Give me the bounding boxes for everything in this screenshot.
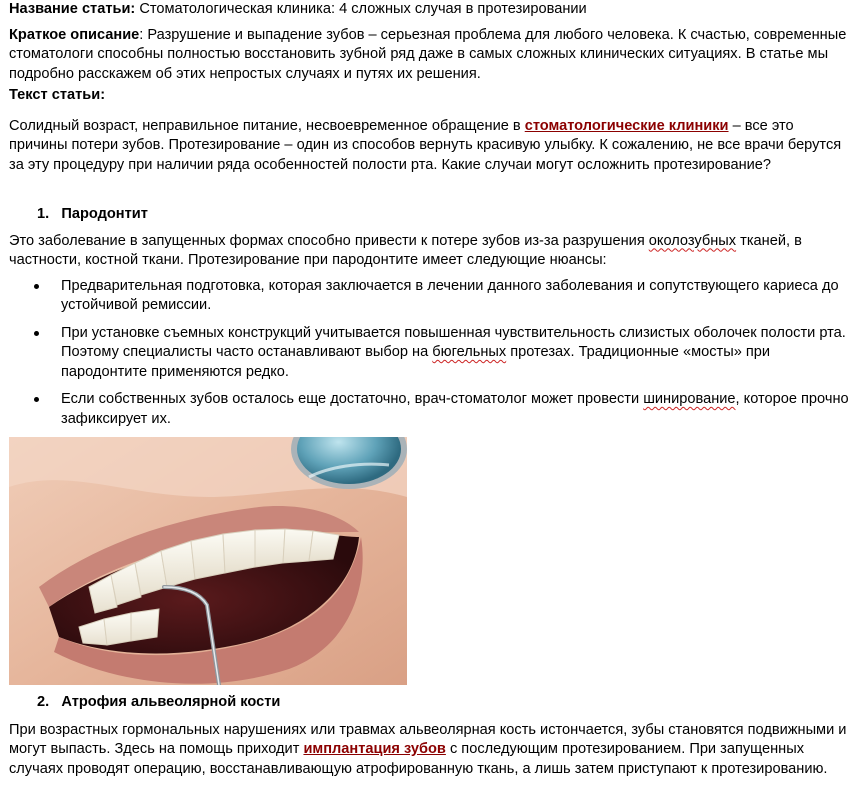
- bullet3-b: , которое прочно зафиксирует их.: [61, 391, 849, 427]
- section2-text-a: При возрастных гормональных нарушениях или травмах альвеолярная кость истончается, зубы становятся подвижными и могут выпасть. Здесь на помощь приходит: [9, 721, 847, 757]
- list-item: [9, 390, 852, 429]
- list-item: [9, 277, 852, 316]
- section1-intro: [9, 232, 852, 271]
- section1-title: Пародонтит: [61, 206, 148, 222]
- list-item: [9, 324, 852, 383]
- section1-number: 1.: [37, 206, 50, 222]
- section2-paragraph: [9, 721, 852, 780]
- section2-text-b: с последующим протезированием. При запущенных случаях проводят операцию, восстанавливающую атрофированную ткань, а лишь затем приступают к протезированию.: [9, 741, 828, 777]
- dental-implants-link[interactable]: имплантация зубов: [303, 741, 446, 757]
- section1-intro-b: тканей, в частности, костной ткани. Протезирование при пародонтите имеет следующие нюансы:: [9, 232, 802, 268]
- spellcheck-word-shinirovanie: шинирование: [643, 391, 736, 407]
- title-label: Название статьи:: [9, 1, 136, 17]
- intro-before-link: Солидный возраст, неправильное питание, несвоевременное обращение в: [9, 117, 525, 134]
- dental-exam-photo: [9, 437, 407, 685]
- intro-paragraph: [9, 117, 852, 176]
- section1-heading: [9, 205, 852, 225]
- bullet2-a: При установке съемных конструкций учитывается повышенная чувствительность слизистых оболочек полости рта. Поэтому специалисты часто останавливают выбор на: [61, 324, 846, 360]
- section2-number: 2.: [37, 694, 50, 710]
- text-label: Текст статьи:: [9, 87, 106, 103]
- bullet2-b: протезах. Традиционные «мосты» при пародонтите применяются редко.: [61, 344, 771, 380]
- short-value: : Разрушение и выпадение зубов – серьезная проблема для любого человека. К счастью, современные стоматологи способны полностью восстановить зубной ряд даже в самых сложных клинических ситуациях. В статье мы подробно расскажем об этих непростых случаях и путях их решения.: [9, 26, 847, 82]
- spellcheck-word-byugelnyh: бюгельных: [432, 344, 507, 360]
- article-title-line: [9, 0, 852, 20]
- short-label: Краткое описание: [9, 26, 140, 43]
- section2-heading: [9, 693, 852, 713]
- section1-intro-a: Это заболевание в запущенных формах способно привести к потере зубов из-за разрушения: [9, 232, 649, 249]
- bullet3-a: Если собственных зубов осталось еще достаточно, врач-стоматолог может провести: [61, 391, 644, 407]
- dental-clinics-link[interactable]: стоматологические клиники: [524, 117, 729, 134]
- text-label-line: [9, 86, 852, 106]
- short-description: [9, 26, 852, 85]
- intro-after-link: – все это причины потери зубов. Протезирование – один из способов вернуть красивую улыбку. К сожалению, не все врачи берутся за эту процедуру при наличии ряда особенностей полости рта. Какие случаи могут осложнить протезирование?: [9, 117, 842, 173]
- section1-bullet-list: [9, 277, 852, 430]
- title-value: Стоматологическая клиника: 4 сложных случая в протезировании: [135, 1, 587, 17]
- section2-title: Атрофия альвеолярной кости: [61, 694, 281, 710]
- spellcheck-word-okolozubnyh: околозубных: [648, 232, 737, 249]
- bullet1-text: Предварительная подготовка, которая заключается в лечении данного заболевания и сопутствующего кариеса до устойчивой ремиссии.: [61, 277, 839, 313]
